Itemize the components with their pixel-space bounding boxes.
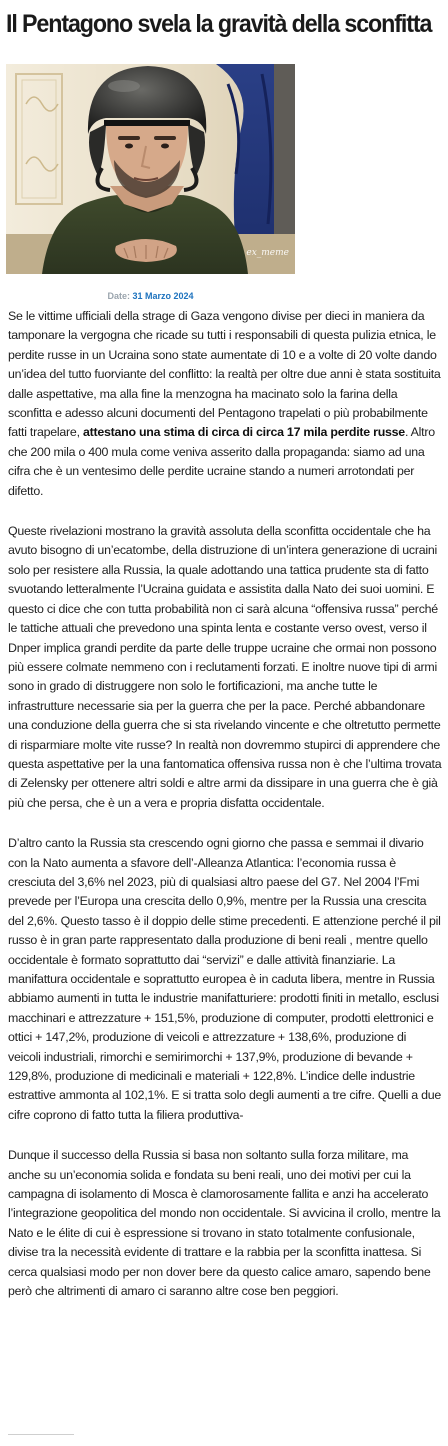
article-paragraph bbox=[8, 834, 442, 1125]
paragraph-text: Se le vittime ufficiali della strage di Gaza vengono divise per dieci in maniera da tamponare la vergogna che ricade su tutti i responsabili di questa pulizia etnica, le perdite russe in un Ucraina sono state aumentate di 10 e a volte di 20 volte dando un’idea del tutto fuorviante del conflitto: la realtà per oltre due anni è stata sostituita dalle aspettative, ma alla fine la menzogna ha macinato solo la farina della sconfitta e adesso alcuni documenti del Pentagono trapelati o più probabilmente fatti trapelare, bbox=[8, 309, 441, 440]
publish-date bbox=[6, 290, 295, 302]
emphasized-text: attestano una stima di circa di circa 17 mila perdite russe bbox=[82, 425, 405, 440]
article-body bbox=[8, 307, 442, 1323]
article-paragraph bbox=[8, 522, 442, 813]
paragraph-text: Dunque il successo della Russia si basa non soltanto sulla forza militare, ma anche su un’economia solida e fondata su beni reali, uno dei motivi per cui la campagna di isolamento di Mosca è clamorosamente fallita e anzi ha accelerato l’integrazione geopolitica del mondo non occidentale. Si avvicina il crollo, mentre la Nato e le élite di cui è espressione si trovano in stato totalmente confusionale, divise tra la necessità evidente di trattare e la rabbia per la sconfitta inattesa. Si cerca qualsiasi modo per non dover bere da questo calice amaro, sapendo bene però che altrimenti di amaro ci saranno altre cose ben peggiori. bbox=[8, 1148, 441, 1299]
article-paragraph bbox=[8, 1146, 442, 1301]
footer-divider bbox=[8, 1434, 74, 1435]
article-paragraph bbox=[8, 307, 442, 501]
photo-illustration bbox=[6, 64, 295, 274]
paragraph-text: . Altro che 200 mila o 400 mula come veniva asserito dalla propaganda: siamo ad una cifra che è un ventesimo delle perdite ucraine stando a numeri arrotondati per difetto. bbox=[8, 425, 435, 498]
date-value[interactable]: 31 Marzo 2024 bbox=[132, 291, 194, 301]
date-label: Date: bbox=[107, 291, 130, 301]
article-title: Il Pentagono svela la gravità della sconfitta bbox=[6, 10, 432, 38]
paragraph-text: D’altro canto la Russia sta crescendo ogni giorno che passa e semmai il divario con la Nato aumenta a sfavore dell’-Alleanza Atlantica: l’economia russa è cresciuta del 3,6% nel 2023, più di qualsiasi altro paese del G7. Nel 2004 l’Fmi prevede per l’Europa una crescita dello 0,9%, mentre per la Russia una crescita del 2,6%. Questo tasso è il doppio delle stime precedenti. E attenzione perché il pil russo è in gran parte rappresentato dalla produzione di beni reali , mentre quello occidentale è formato soprattutto dai “servizi” e dalle attività finanziarie. La manifattura occidentale e soprattutto europea è in caduta libera, mentre in Russia abbiamo aumenti in tutta le industrie manifatturiere: prodotti finiti in metallo, esclusi macchinari e attrezzature + 151,5%, produzione di computer, prodotti elettronici e ottici + 147,2%, produzione di veicoli e attrezzature + 138,6%, produzione di veicoli industriali, rimorchi e semirimorchi + 137,9%, produzione di bevande + 129,8%, produzione di medicinali e materiali + 122,8%. L’indice delle industrie estrattive ammonta al 102,1%. E si tratta solo degli aumenti a tre cifre. Quelli a due cifre coprono di fatto tutta la filiera produttiva- bbox=[8, 836, 442, 1122]
paragraph-text: Queste rivelazioni mostrano la gravità assoluta della sconfitta occidentale che ha avuto bisogno di un’ecatombe, della distruzione di un’intera generazione di ucraini solo per resistere alla Russia, la quale adottando una tattica prudente sta di fatto svuotando letteralmente l’Ucraina guidata e assistita dalla Nato dei suoi uomini. E questo ci dice che con tutta probabilità non ci sarà alcuna “offensiva russa” perché le tattiche attuali che prevedono una spinta lenta e costante verso ovest, verso il Dnper implica grandi perdite da parte delle truppe ucraine che ormai non possono più essere colmate nemmeno con i reclutamenti forzati. E inoltre nuove tipi di armi sono in grado di distruggere non solo le fortificazioni, ma anche tutte le infrastrutture necessarie sia per la guerra che per la pace. Perché abbandonare una conduzione della guerra che si sta rivelando vincente e che oltretutto permette di risparmiare molte vite russe? In realtà non dovremmo stupirci di apprendere che questa aspettative per la una fantomatica offensiva russa non è che l’ultima trovata di Zelensky per ottenere altri soldi e altre armi da dissipare in una guerra che è già più che persa, che è un a vera e propria disfatta occidentale. bbox=[8, 524, 442, 810]
article-photo bbox=[6, 64, 295, 274]
photo-watermark: ex_meme bbox=[246, 248, 289, 258]
